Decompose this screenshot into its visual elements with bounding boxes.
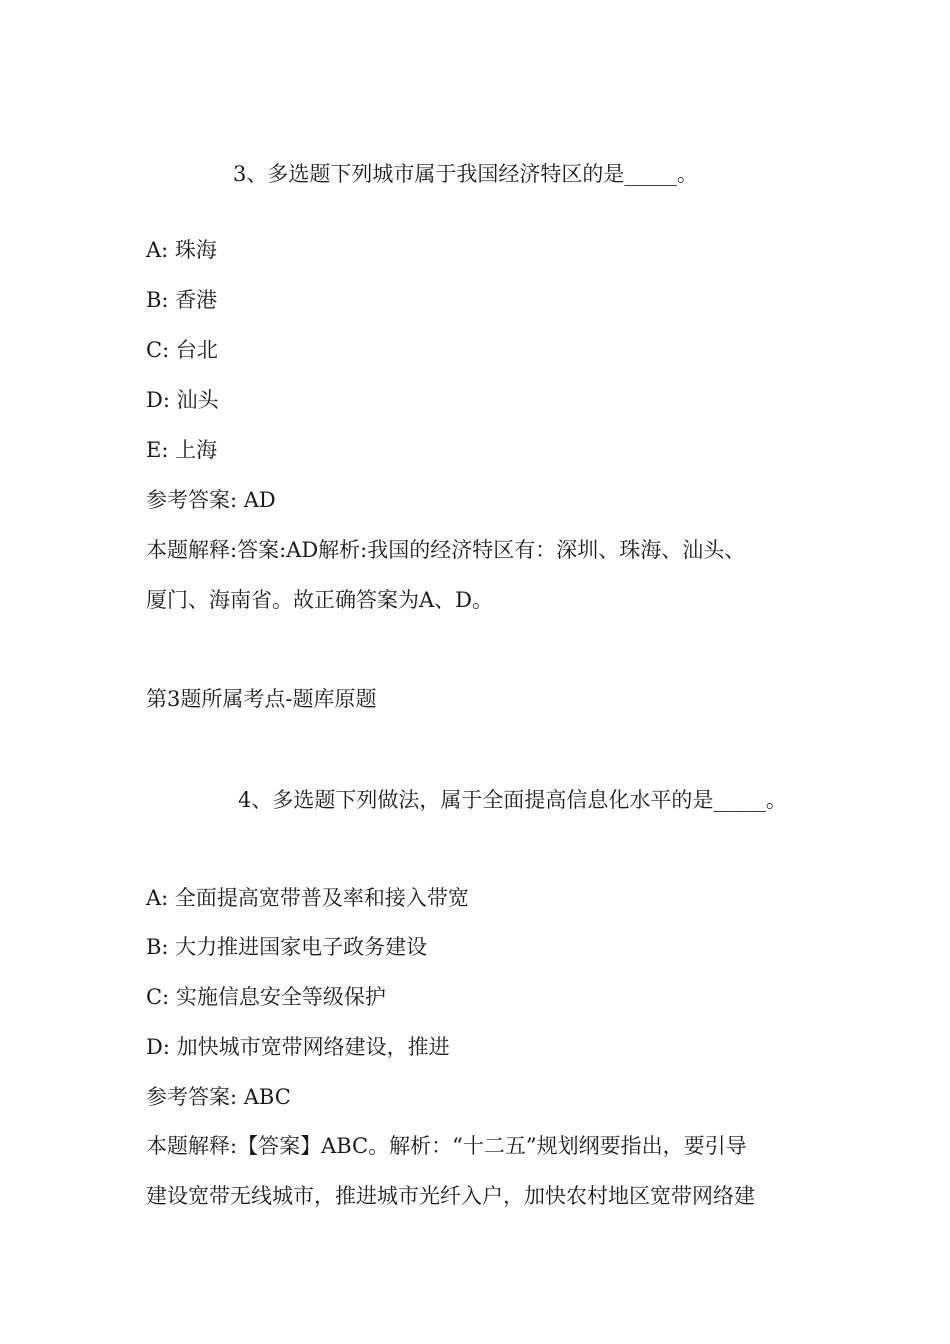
q3-explanation-line1: 本题解释:答案:AD解析:我国的经济特区有：深圳、珠海、汕头、 bbox=[146, 538, 746, 562]
q3-topic: 第3题所属考点-题库原题 bbox=[146, 687, 377, 711]
q3-question: 3、多选题下列城市属于我国经济特区的是_____。 bbox=[233, 162, 698, 186]
q4-option-c: C: 实施信息安全等级保护 bbox=[146, 985, 386, 1009]
q4-explanation-line2: 建设宽带无线城市，推进城市光纤入户，加快农村地区宽带网络建 bbox=[146, 1184, 755, 1208]
q4-answer: 参考答案: ABC bbox=[146, 1085, 291, 1109]
q3-option-d: D: 汕头 bbox=[146, 388, 219, 412]
q3-option-e: E: 上海 bbox=[146, 438, 218, 462]
q3-explanation-line2: 厦门、海南省。故正确答案为A、D。 bbox=[146, 588, 494, 612]
q3-option-b: B: 香港 bbox=[146, 288, 218, 312]
q4-question: 4、多选题下列做法，属于全面提高信息化水平的是_____。 bbox=[238, 788, 787, 812]
q3-answer: 参考答案: AD bbox=[146, 488, 276, 512]
q4-option-a: A: 全面提高宽带普及率和接入带宽 bbox=[146, 886, 469, 910]
q4-option-d: D: 加快城市宽带网络建设，推进 bbox=[146, 1035, 450, 1059]
q3-option-c: C: 台北 bbox=[146, 338, 218, 362]
q4-explanation-line1: 本题解释:【答案】ABC。解析：“十二五”规划纲要指出，要引导 bbox=[146, 1134, 747, 1158]
q4-option-b: B: 大力推进国家电子政务建设 bbox=[146, 935, 428, 959]
q3-option-a: A: 珠海 bbox=[146, 238, 217, 262]
